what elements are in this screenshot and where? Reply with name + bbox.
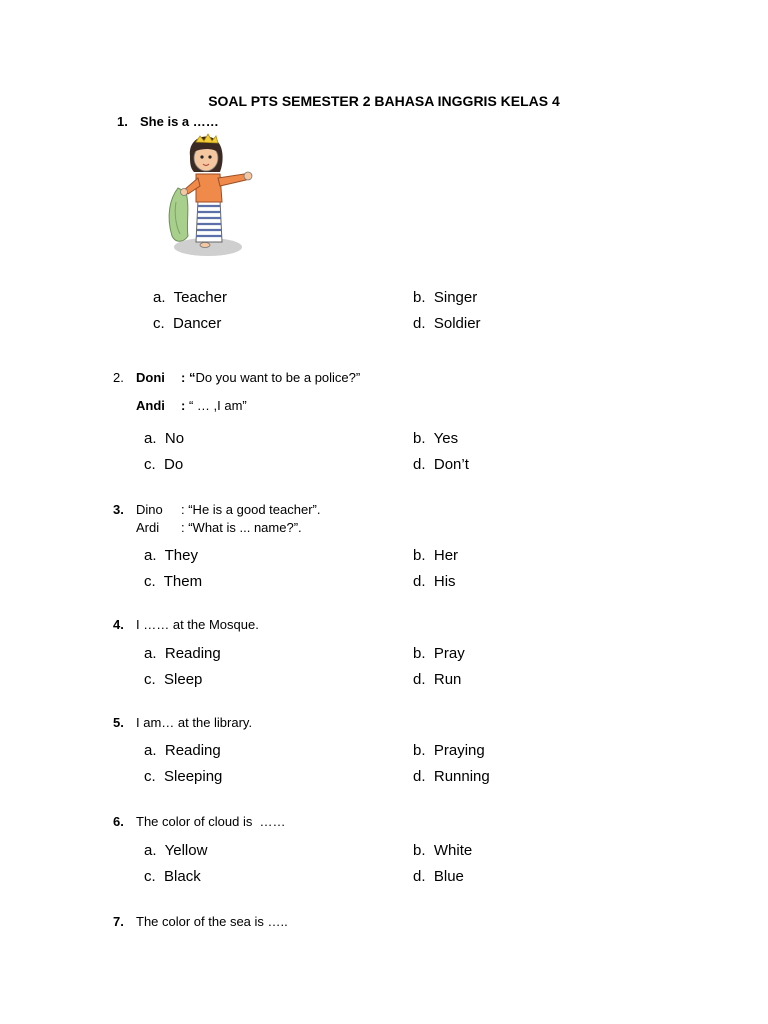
option-letter: c. (144, 768, 156, 785)
question-3-option-a (144, 547, 198, 564)
option-letter: b. (413, 430, 426, 447)
option-letter: a. (144, 547, 157, 564)
option-text: Run (433, 671, 462, 688)
option-letter: c. (144, 573, 156, 590)
option-letter: c. (144, 671, 156, 688)
option-text: They (164, 547, 198, 564)
question-6-option-a (144, 842, 207, 859)
question-5-option-d (413, 768, 490, 785)
option-text: Dancer (173, 315, 222, 332)
question-1-text: She is a …… (140, 114, 219, 129)
question-5-option-a (144, 742, 221, 759)
question-2-line-2 (181, 398, 247, 413)
question-1-number: 1. (117, 114, 128, 129)
option-letter: d. (413, 456, 426, 473)
question-3-option-d (413, 573, 456, 590)
option-letter: d. (413, 315, 426, 332)
option-letter: d. (413, 768, 426, 785)
question-3-speaker-2: Ardi (136, 520, 160, 535)
option-text: Yellow (164, 842, 208, 859)
question-4-number: 4. (113, 617, 124, 632)
option-letter: c. (144, 456, 156, 473)
option-letter: a. (144, 430, 157, 447)
option-text: Do (164, 456, 184, 473)
option-letter: a. (153, 289, 166, 306)
question-2-speaker-2: Andi (136, 398, 165, 413)
question-1-option-d (413, 315, 481, 332)
question-3-line-2: : “What is ... name?”. (181, 520, 302, 535)
option-text: Black (164, 868, 201, 885)
question-1-option-c (153, 315, 221, 332)
question-6-option-b (413, 842, 472, 859)
option-text: Running (433, 768, 490, 785)
question-2-line-1 (181, 370, 360, 385)
question-3-number: 3. (113, 502, 124, 517)
question-6-option-d (413, 868, 464, 885)
option-text: Reading (164, 645, 221, 662)
question-4-option-c (144, 671, 202, 688)
option-letter: c. (144, 868, 156, 885)
option-letter: b. (413, 842, 426, 859)
question-4-option-b (413, 645, 465, 662)
question-4-text: I …… at the Mosque. (136, 617, 259, 632)
question-7-text: The color of the sea is ….. (136, 914, 288, 929)
option-text: Praying (433, 742, 485, 759)
option-text: Them (163, 573, 203, 590)
option-text: Don’t (433, 456, 469, 473)
option-text: His (433, 573, 456, 590)
option-text: Yes (433, 430, 459, 447)
option-text: Sleeping (164, 768, 223, 785)
option-letter: a. (144, 645, 157, 662)
option-text: Pray (433, 645, 465, 662)
page-title: SOAL PTS SEMESTER 2 BAHASA INGGRIS KELAS 4 (208, 93, 560, 109)
option-text: Her (433, 547, 459, 564)
question-5-option-c (144, 768, 222, 785)
option-letter: b. (413, 547, 426, 564)
dialogue-text: Do you want to be a police?” (195, 370, 361, 385)
option-text: Reading (164, 742, 221, 759)
question-4-option-a (144, 645, 221, 662)
question-1-option-a (153, 289, 227, 306)
question-3-speaker-1: Dino (136, 502, 163, 517)
question-2-speaker-1: Doni (136, 370, 165, 385)
option-letter: b. (413, 645, 426, 662)
dialogue-text: “ … ,I am” (188, 398, 247, 413)
question-7-number: 7. (113, 914, 124, 929)
option-letter: a. (144, 742, 157, 759)
dancer-girl-illustration (160, 128, 260, 260)
dialogue-colon: : “ (181, 370, 196, 385)
dialogue-colon: : (181, 398, 186, 413)
question-6-text: The color of cloud is …… (136, 814, 286, 829)
option-text: Blue (433, 868, 464, 885)
question-5-number: 5. (113, 715, 124, 730)
question-1-option-b (413, 289, 477, 306)
question-2-option-b (413, 430, 458, 447)
option-letter: b. (413, 289, 426, 306)
option-text: No (164, 430, 185, 447)
option-letter: b. (413, 742, 426, 759)
option-letter: d. (413, 573, 426, 590)
question-5-text: I am… at the library. (136, 715, 253, 730)
option-letter: d. (413, 868, 426, 885)
question-3-option-b (413, 547, 458, 564)
question-2-option-d (413, 456, 469, 473)
option-letter: c. (153, 315, 165, 332)
question-6-number: 6. (113, 814, 124, 829)
option-letter: a. (144, 842, 157, 859)
option-text: Singer (433, 289, 478, 306)
question-6-option-c (144, 868, 201, 885)
option-text: White (433, 842, 473, 859)
question-2-option-c (144, 456, 183, 473)
option-letter: d. (413, 671, 426, 688)
question-2-option-a (144, 430, 184, 447)
question-3-line-1: : “He is a good teacher”. (181, 502, 321, 517)
option-text: Teacher (173, 289, 227, 306)
question-2-number: 2. (113, 370, 124, 385)
question-3-option-c (144, 573, 202, 590)
option-text: Soldier (433, 315, 481, 332)
question-4-option-d (413, 671, 461, 688)
option-text: Sleep (164, 671, 203, 688)
question-5-option-b (413, 742, 485, 759)
